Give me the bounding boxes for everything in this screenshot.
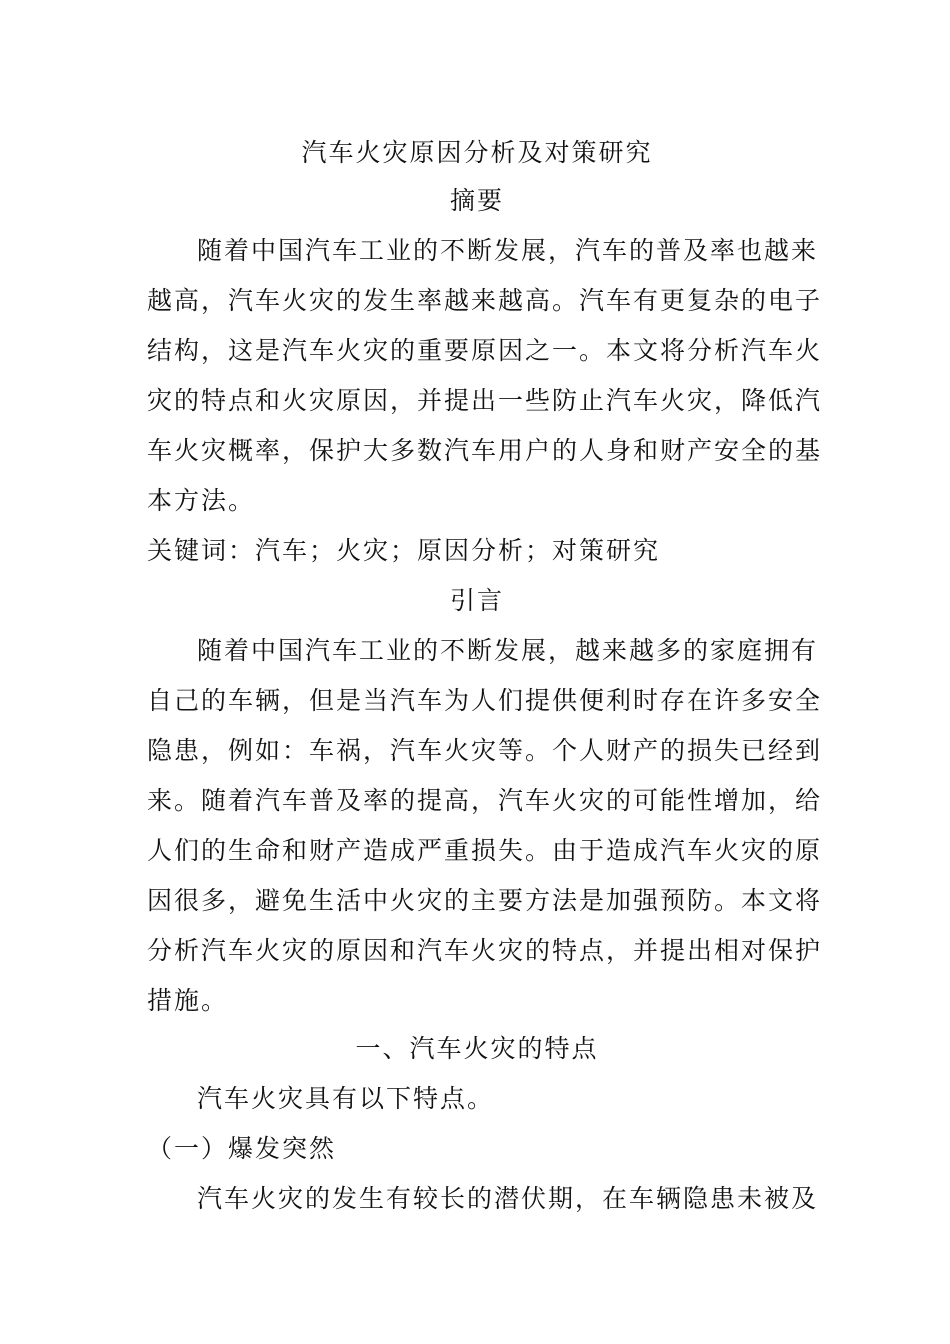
section-intro-line: 汽车火灾具有以下特点。 xyxy=(197,1084,495,1113)
subsection-heading: （一）爆发突然 xyxy=(147,1134,337,1163)
abstract-line: 随着中国汽车工业的不断发展，汽车的普及率也越来 xyxy=(197,236,819,265)
abstract-line: 车火灾概率，保护大多数汽车用户的人身和财产安全的基 xyxy=(147,436,823,465)
intro-line: 分析汽车火灾的原因和汽车火灾的特点，并提出相对保护 xyxy=(147,936,823,965)
intro-line: 自己的车辆，但是当汽车为人们提供便利时存在许多安全 xyxy=(147,686,823,715)
intro-line: 人们的生命和财产造成严重损失。由于造成汽车火灾的原 xyxy=(147,836,823,865)
abstract-line: 越高，汽车火灾的发生率越来越高。汽车有更复杂的电子 xyxy=(147,286,823,315)
subsection-line: 汽车火灾的发生有较长的潜伏期，在车辆隐患未被及 xyxy=(197,1184,819,1213)
intro-heading: 引言 xyxy=(449,586,504,615)
intro-line: 措施。 xyxy=(147,986,229,1015)
intro-line: 来。随着汽车普及率的提高，汽车火灾的可能性增加，给 xyxy=(147,786,823,815)
intro-line: 因很多，避免生活中火灾的主要方法是加强预防。本文将 xyxy=(147,886,823,915)
document-title: 汽车火灾原因分析及对策研究 xyxy=(301,138,653,167)
abstract-line: 结构，这是汽车火灾的重要原因之一。本文将分析汽车火 xyxy=(147,336,823,365)
intro-line: 随着中国汽车工业的不断发展，越来越多的家庭拥有 xyxy=(197,636,819,665)
section-heading: 一、汽车火灾的特点 xyxy=(355,1034,599,1063)
abstract-line: 灾的特点和火灾原因，并提出一些防止汽车火灾，降低汽 xyxy=(147,386,823,415)
keywords-line: 关键词：汽车；火灾；原因分析；对策研究 xyxy=(147,536,661,565)
abstract-heading: 摘要 xyxy=(449,186,504,215)
abstract-line: 本方法。 xyxy=(147,486,256,515)
intro-line: 隐患，例如：车祸，汽车火灾等。个人财产的损失已经到 xyxy=(147,736,823,765)
